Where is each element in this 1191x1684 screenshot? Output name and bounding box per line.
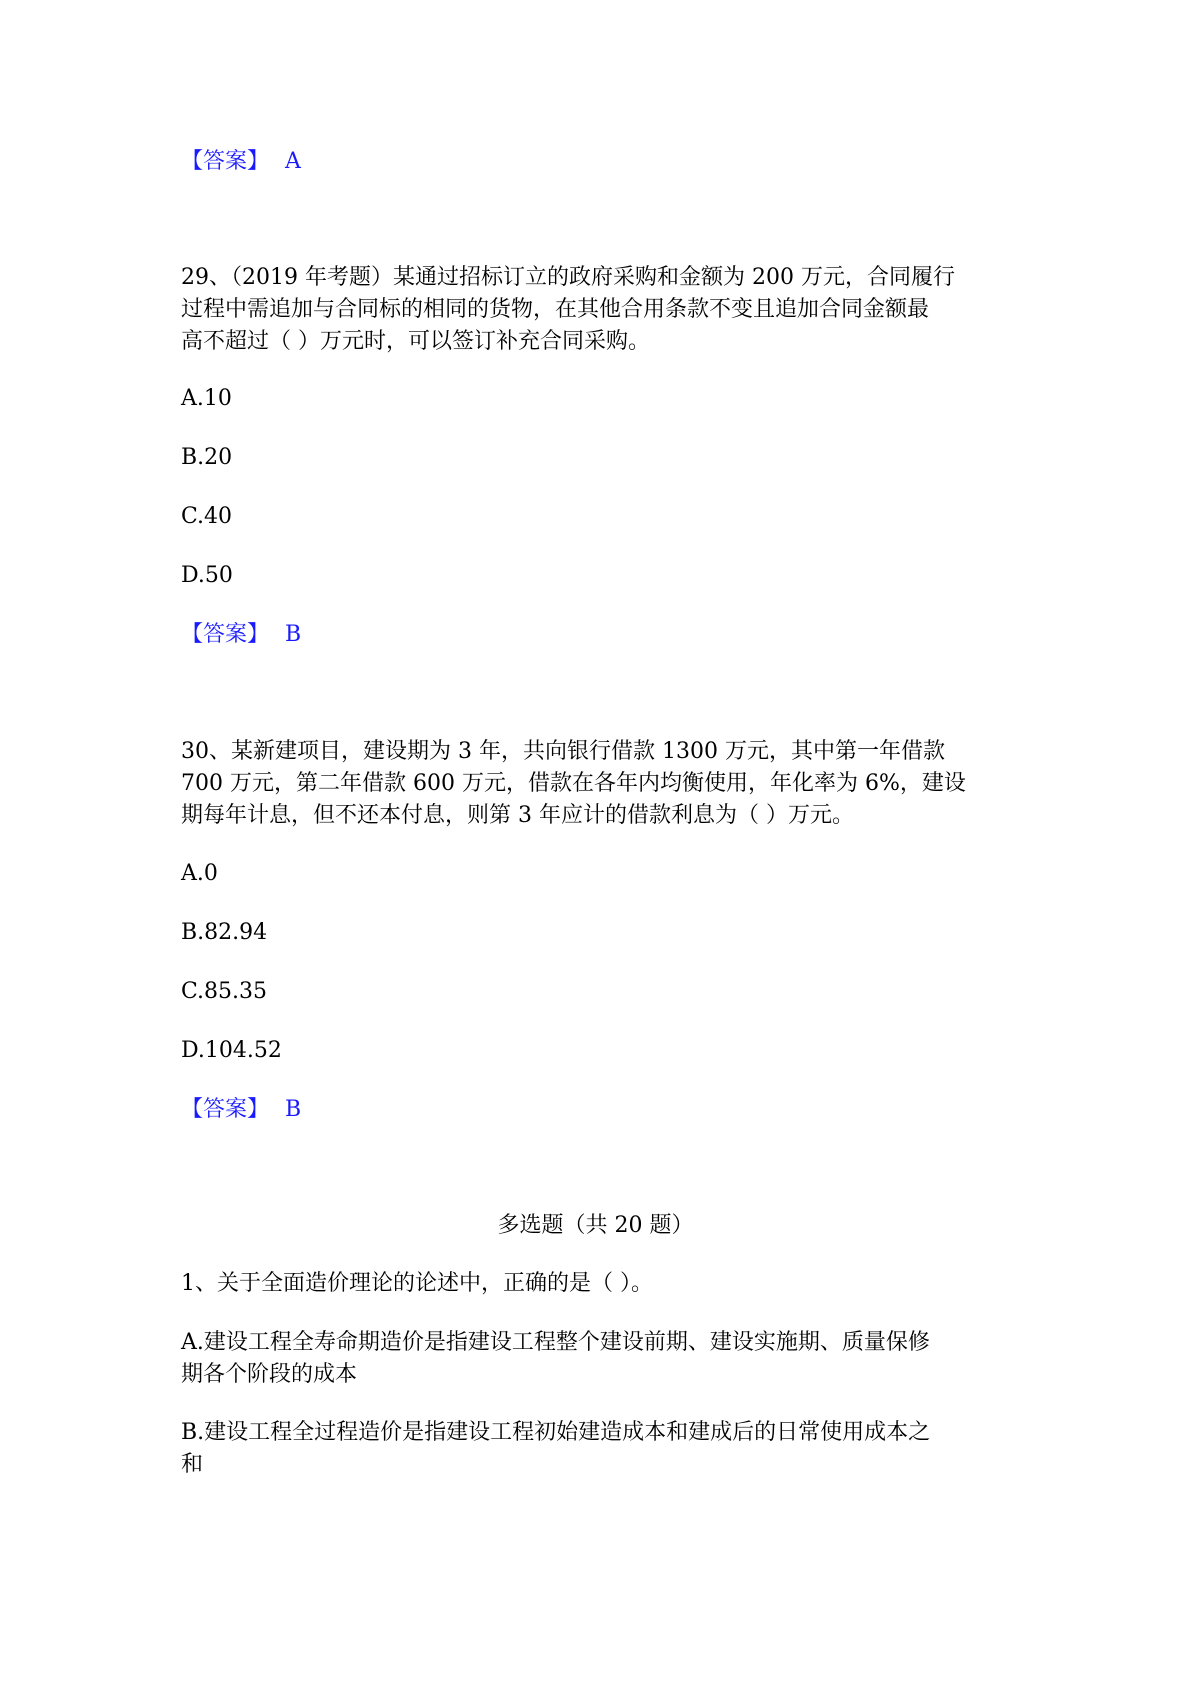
answer-line xyxy=(181,146,301,178)
answer-line xyxy=(181,1094,301,1126)
question-30-line-3: 期每年计息，但不还本付息，则第 3 年应计的借款利息为（ ）万元。 xyxy=(181,803,854,828)
question-29-line-1: 29、（2019 年考题）某通过招标订立的政府采购和金额为 200 万元，合同履行 xyxy=(181,265,955,290)
multi-question-1-option-b-line-2: 和 xyxy=(181,1452,204,1477)
multi-question-1-option-a-line-2: 期各个阶段的成本 xyxy=(181,1362,358,1387)
answer-label: 【答案】 xyxy=(181,622,270,647)
answer-value: A xyxy=(285,149,301,174)
question-30-option-b: B.82.94 xyxy=(181,920,268,945)
answer-label: 【答案】 xyxy=(181,149,270,174)
question-29-option-b: B.20 xyxy=(181,445,233,470)
question-29-option-d: D.50 xyxy=(181,563,233,588)
multi-question-1-option-b-line-1: B.建设工程全过程造价是指建设工程初始建造成本和建成后的日常使用成本之 xyxy=(181,1420,931,1445)
multi-question-1-option-a-line-1: A.建设工程全寿命期造价是指建设工程整个建设前期、建设实施期、质量保修 xyxy=(181,1330,930,1355)
question-29-option-c: C.40 xyxy=(181,504,233,529)
question-29-option-a: A.10 xyxy=(181,386,232,411)
question-29-line-3: 高不超过（ ）万元时，可以签订补充合同采购。 xyxy=(181,329,650,354)
answer-line xyxy=(181,619,301,651)
answer-value: B xyxy=(285,622,302,647)
question-29-line-2: 过程中需追加与合同标的相同的货物，在其他合用条款不变且追加合同金额最 xyxy=(181,297,930,322)
answer-label: 【答案】 xyxy=(181,1097,270,1122)
answer-value: B xyxy=(285,1097,302,1122)
question-30-line-2: 700 万元，第二年借款 600 万元，借款在各年内均衡使用，年化率为 6%，建设 xyxy=(181,771,966,796)
section-title: 多选题（共 20 题） xyxy=(497,1213,694,1238)
multi-question-1-stem: 1、关于全面造价理论的论述中，正确的是（ ）。 xyxy=(181,1271,653,1296)
question-30-option-d: D.104.52 xyxy=(181,1038,282,1063)
question-30-line-1: 30、某新建项目，建设期为 3 年，共向银行借款 1300 万元，其中第一年借款 xyxy=(181,739,945,764)
question-30-option-a: A.0 xyxy=(181,861,218,886)
question-30-option-c: C.85.35 xyxy=(181,979,268,1004)
